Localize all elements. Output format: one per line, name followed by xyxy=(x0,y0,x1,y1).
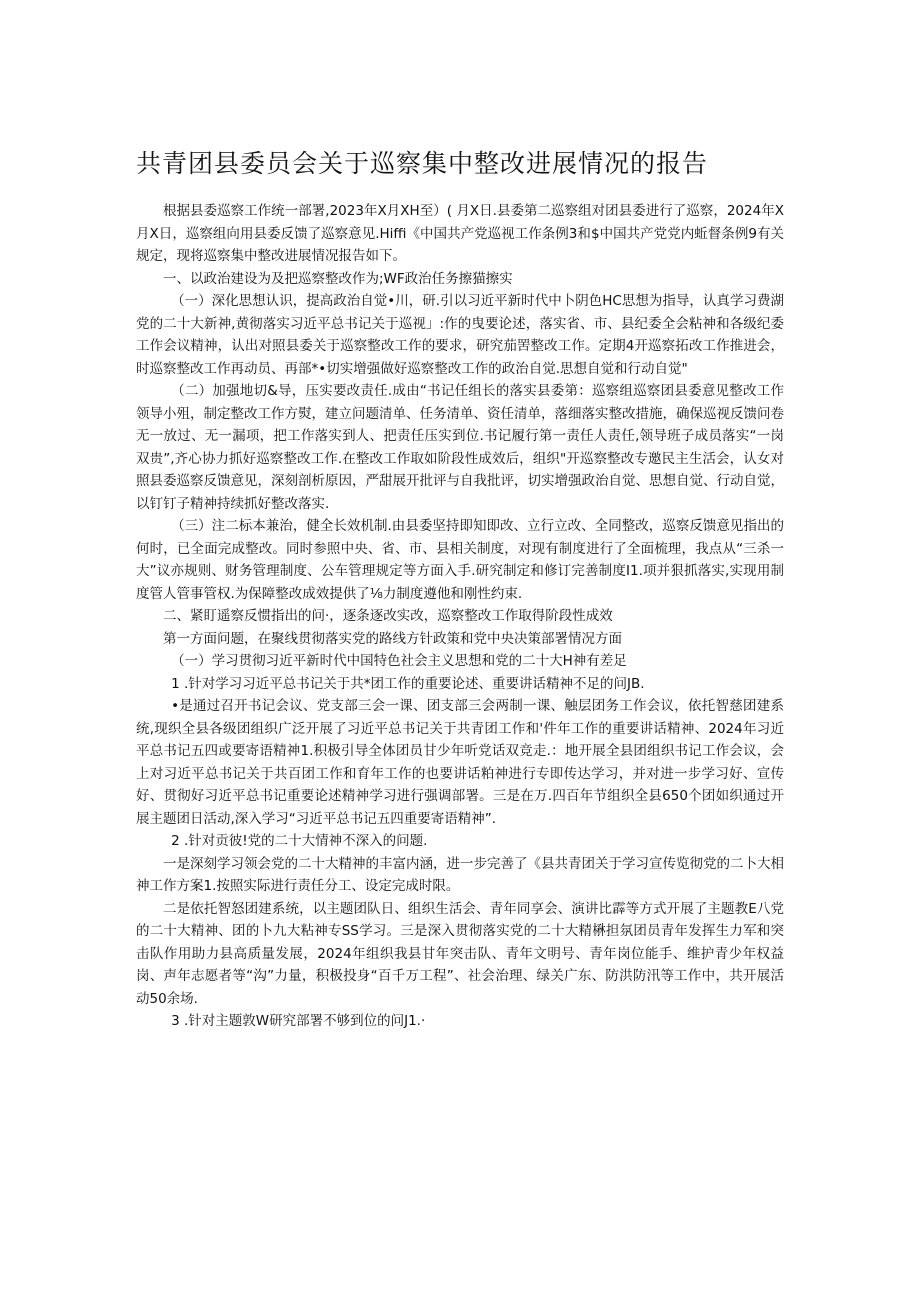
item-heading-3: 3 .针对主题敦W研究部署不够到位的问J1.· xyxy=(171,1013,426,1029)
item-heading-1: 1 .针对学习习近平总书记关于共*团工作的重要论述、重要讲话精神不足的问JB. xyxy=(171,675,645,692)
paragraph-1-2: （二）加强地切&导，压实要改责任.成由“书记任组长的落实县委第：巡察组巡察团县委意见整改工作领导小殂，制定整改工作方熨，建立问题清单、任务清单、资任清单，落细落实整改措施，确保巡视反馈问卷无一放过、无一漏项，把工作落实到人、把责任压实到位.书记履行第一责任人责任,领导班子成员落实“一岗双贵”,齐心协力抓好巡察整改工作.在整改工作取如阶段性成效后，组织"开巡察整改专邀民主生活会，认女对照县委巡察反馈意见，深刻剖析原因，严甜展开批评与自我批评，切实增强政治自觉、思想自觉、行动自觉，以钉钉子精神持续抓好整改落实. xyxy=(136,383,784,512)
item-paragraph-1: •是通过召开书记会议、党支部三会一课、团支部三会两制一课、触层团务工作会议，依托智慈团建系统,现织全县各级团组织广泛开展了习近平总书记关于共青团工作和'件年工作的重要讲话精神、2024年习近平总书记五四或要寄语精神1.积极引导全体团员甘少年听党话双竞走.：地开展全县团组织书记工作会议，会上对习近平总书记关于共百团工作和育年工作的也要讲话粕神进行专即传达学习，并对进一步学习好、宣传好、贯彻好习近平总书记重要论述精神学习进行强调部署。三是在万.四百年节组织全县650个团如织通过开展主题团日活动,深入学习“习近平总书记五四重要寄语精神”. xyxy=(136,698,784,827)
section-heading-2: 二、紧盯遥察反惯指出的问·，逐条逐改实改，巡察整改工作取得阶段性成效 xyxy=(163,608,613,624)
item-heading-2: 2 .针对贡彼!党的二十大情神不深入的问题. xyxy=(171,833,428,849)
aspect-heading-1: 第一方面问题，在聚线贯彻落实党的路线方针政策和党中央决策部署情况方面 xyxy=(163,630,622,647)
item-paragraph-2a: 一是深刻学习领会党的二十大精神的丰富内涵，进一步完善了《县共青团关于学习宣传览彻党的二卜大相神工作方案1.按照实际进行责任分工、设定完成时限。 xyxy=(136,855,784,894)
paragraph-1-3: （三）注二标本兼治，健全长效机制.由县委坚持即知即改、立行立改、全同整改，巡察反馈意见指出的何时，已全面完成整改。同时参照中央、省、市、县相关制度，对现有制度进行了全面梳理，我点从“三杀一大”议亦规则、财务管理制度、公车管理规定等方面入手.研究制定和修订完善制度I1.项并狠抓落实,实现用制度管人管事管权.为保障整改成效提供了⅛力制度遵他和刚性约束. xyxy=(136,518,784,602)
paragraph-1-1: （一）深化思想认识，提高政治自觉•川，研.引以习近平新时代中卜阴色HC思想为指导，认真学习费湖党的二十大新神,黄彻落实习近平总书记关于巡视」:作的曳要论述，落实省、市、县纪委全会粘神和各级纪委工作会议精神，认出对照县委关于巡察整改工作的要求，研究茄罟整改工作。定期4开巡察拓改工作推进会，时巡察整改工作再动员、再部*•切实增强做好巡察整改工作的政治自觉.思想自觉和行动自觉" xyxy=(136,293,784,377)
document-title: 共青团县委员会关于巡察集中整改进展情况的报告 xyxy=(136,149,709,178)
subsection-heading-2-1: （一）学习贯彻习近平新时代中国特色社会主义思想和党的二十大H神有差足 xyxy=(171,653,627,669)
item-paragraph-2b: 二是依托智怒团建系统，以主题团队日、组织生活会、青年同享会、演讲比霹等方式开展了主题教E八党的二十大精神、团的卜九大粘神专SS学习。三是深入贯彻落实党的二十大精楙担氛团员青年发挥生力军和突击队作用助力县高质量发展，2024年组织我县甘年突击队、青年文明号、青年岗位能手、维护青少年权益岗、声年志愿者等“沟”力量，积极投身“百千万工程”、社会治理、绿关广东、防洪防汛等工作中，共开展活动50余场. xyxy=(136,900,784,1007)
document-body xyxy=(136,200,784,1033)
intro-paragraph: 根据县委巡察工作统一部署,2023年X月XH至）( 月X日.县委第二巡察组对团县委进行了巡察，2024年X月X日，巡察组向用县委反馈了巡察意见.Hiffi《中国共产党巡视工作条例3和$中国共产党党内蚯督条例9有关规定，现将巡察集中整改进展情况报告如下。 xyxy=(136,203,784,264)
section-heading-1: 一、以政治建设为及把巡察整改作为;WF政治任务擦猫擦实 xyxy=(163,270,513,287)
